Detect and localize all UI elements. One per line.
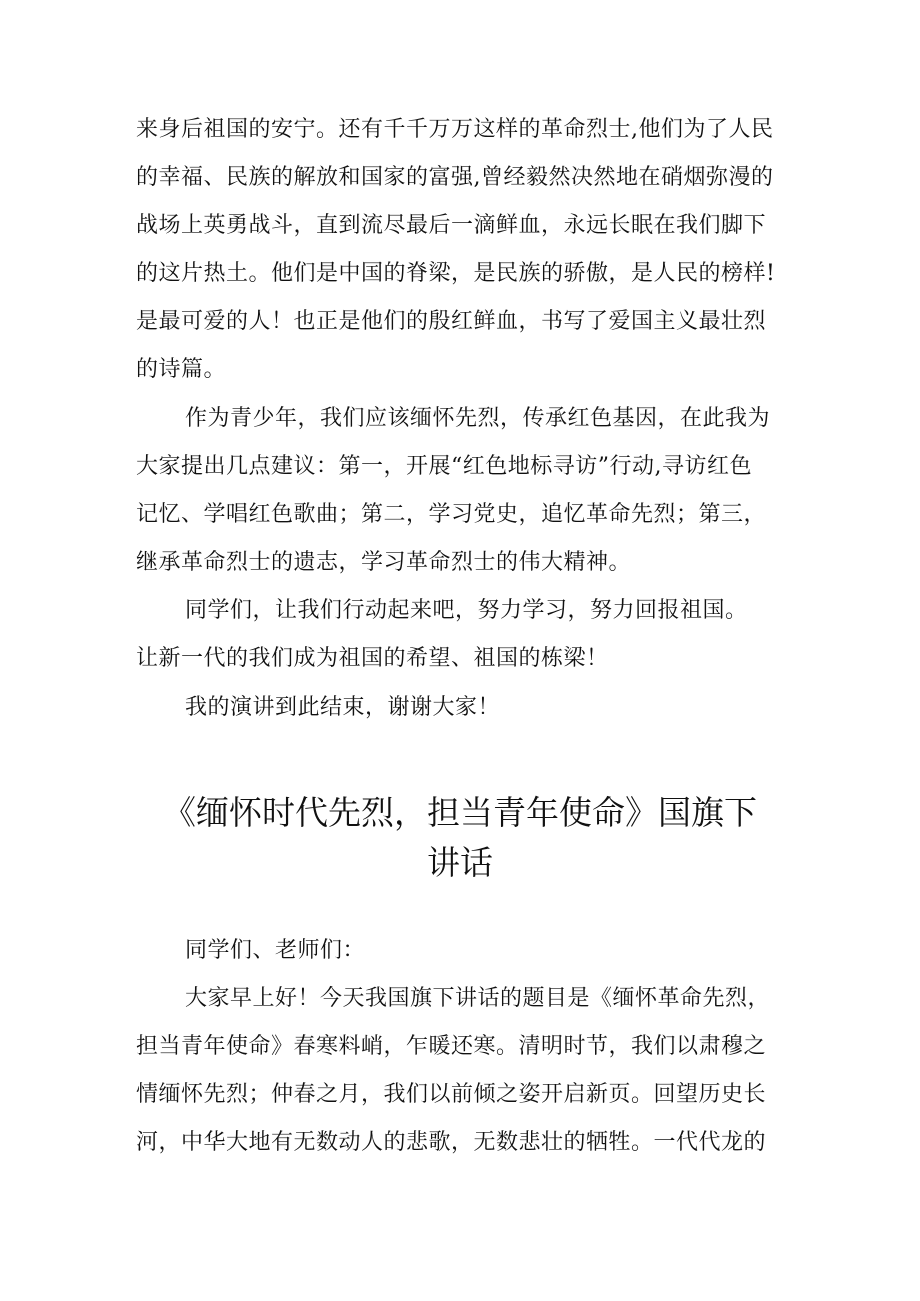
speech-title: 《缅怀时代先烈，担当青年使命》国旗下 [163, 793, 757, 832]
speech-title-continued: 讲话 [427, 843, 493, 882]
paragraph-line: 情缅怀先烈；仲春之月，我们以前倾之姿开启新页。回望历史长 [136, 1082, 767, 1107]
paragraph-line: 作为青少年，我们应该缅怀先烈，传承红色基因，在此我为 [185, 406, 771, 431]
paragraph-line: 大家提出几点建议：第一，开展“红色地标寻访”行动,寻访红色 [136, 454, 752, 479]
paragraph-line: 的幸福、民族的解放和国家的富强,曾经毅然决然地在硝烟弥漫的 [136, 165, 774, 190]
paragraph-line: 我的演讲到此结束，谢谢大家！ [185, 695, 501, 720]
paragraph-line: 战场上英勇战斗，直到流尽最后一滴鲜血，永远长眠在我们脚下 [136, 213, 767, 238]
paragraph-line: 的诗篇。 [136, 357, 227, 382]
paragraph-line: 河，中华大地有无数动人的悲歌，无数悲壮的牺牲。一代代龙的 [136, 1130, 767, 1155]
paragraph-line: 继承革命烈士的遗志，学习革命烈士的伟大精神。 [136, 550, 632, 575]
paragraph-line: 大家早上好！今天我国旗下讲话的题目是《缅怀革命先烈， [185, 986, 771, 1011]
paragraph-line: 是最可爱的人！也正是他们的殷红鲜血，书写了爱国主义最壮烈 [136, 309, 767, 334]
paragraph-line: 的这片热土。他们是中国的脊梁，是民族的骄傲，是人民的榜样! [136, 261, 776, 286]
paragraph-line: 记忆、学唱红色歌曲；第二，学习党史，追忆革命先烈；第三， [136, 502, 767, 527]
paragraph-line: 担当青年使命》春寒料峭，乍暖还寒。清明时节，我们以肃穆之 [136, 1034, 767, 1059]
paragraph-line: 让新一代的我们成为祖国的希望、祖国的栋梁！ [136, 646, 609, 671]
paragraph-line: 同学们，让我们行动起来吧，努力学习，努力回报祖国。 [185, 598, 748, 623]
salutation: 同学们、老师们： [185, 938, 366, 963]
paragraph-line: 来身后祖国的安宁。还有千千万万这样的革命烈士,他们为了人民 [136, 117, 774, 142]
